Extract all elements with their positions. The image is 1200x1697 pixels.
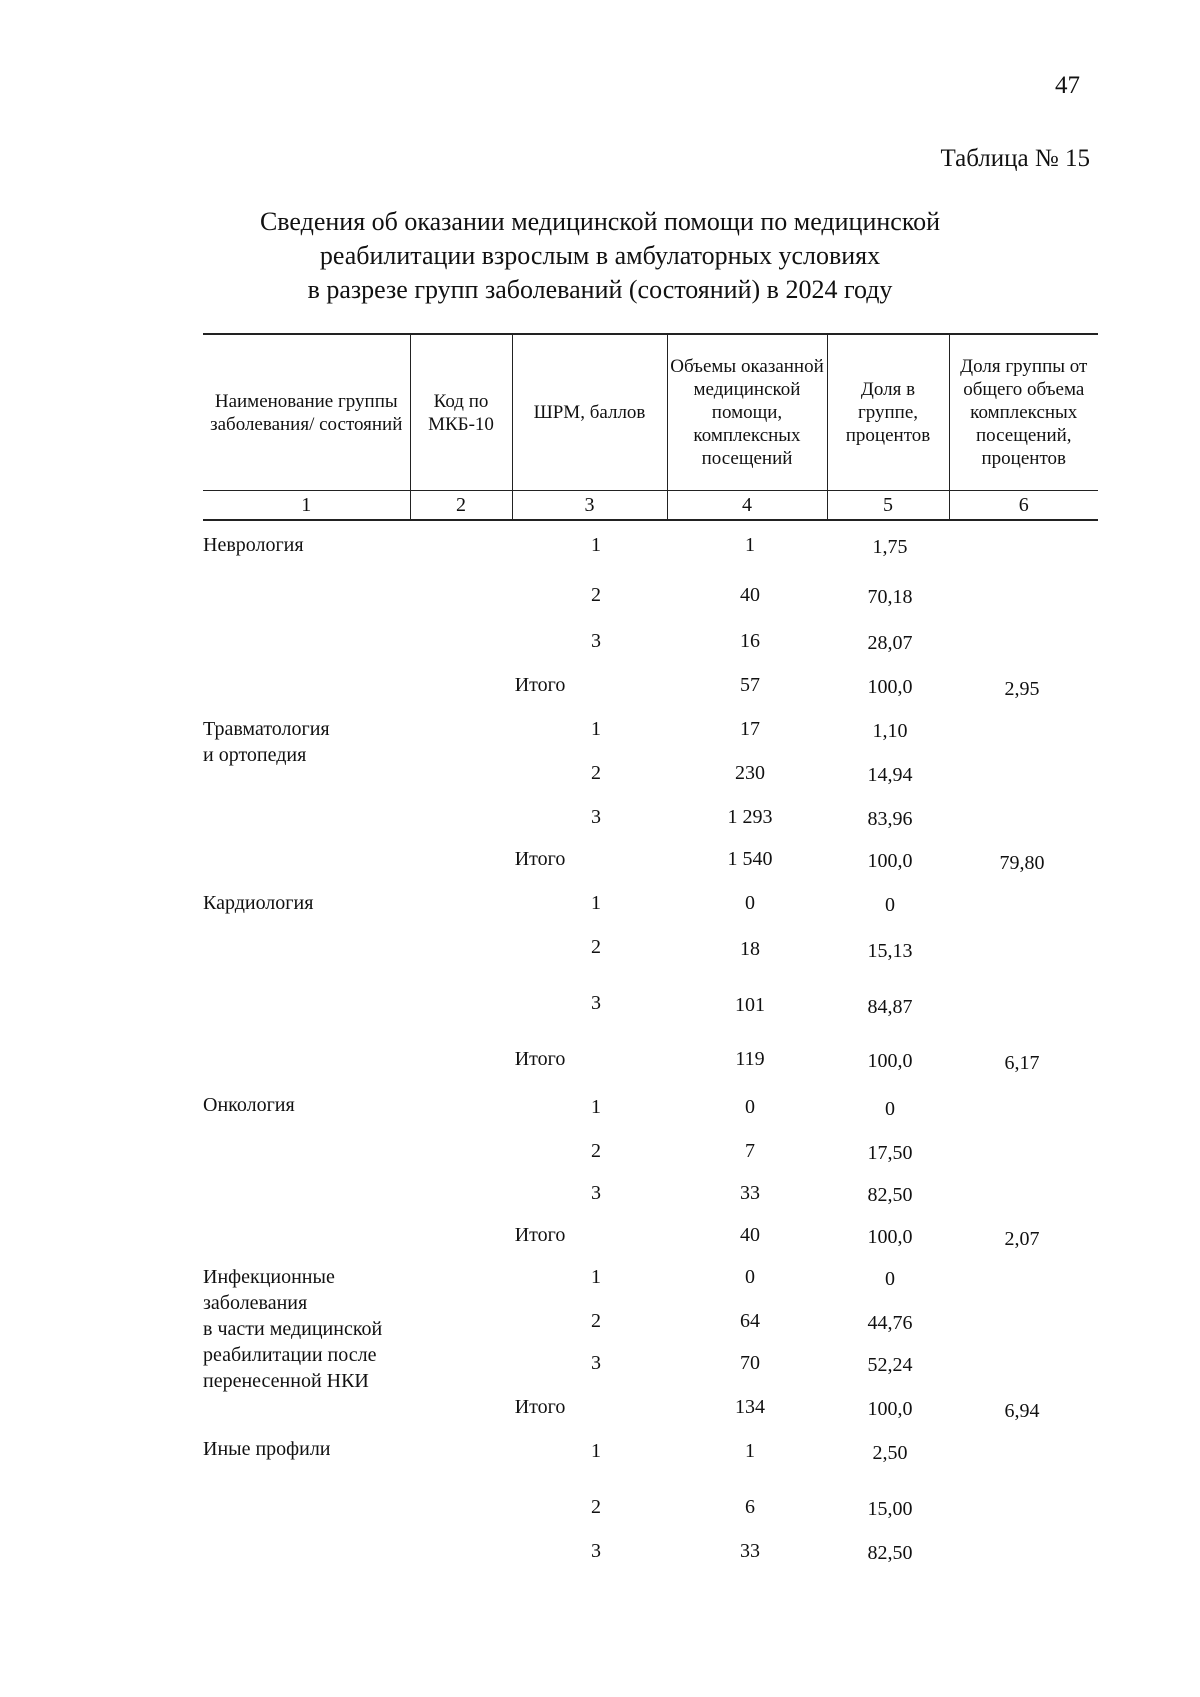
rehab-score: 3 [591, 1352, 601, 1374]
share: 17,50 [867, 1142, 913, 1164]
volume: 7 [745, 1140, 755, 1162]
title-line: реабилитации взрослым в амбулаторных условиях [319, 241, 881, 270]
group-name [203, 1264, 418, 1394]
total-label: Итого [514, 1224, 566, 1246]
rehab-score: 2 [591, 762, 601, 784]
group-share: 6,17 [1004, 1052, 1040, 1074]
total-share: 100,0 [867, 850, 913, 872]
rehab-score: 2 [591, 936, 601, 958]
column-number: 5 [827, 491, 949, 521]
title-line: Сведения об оказании медицинской помощи по медицинской [259, 207, 941, 236]
volume: 33 [740, 1182, 760, 1204]
group-name-line: Онкология [203, 1094, 295, 1116]
share: 44,76 [867, 1312, 913, 1334]
total-label: Итого [514, 848, 566, 870]
total-volume: 119 [735, 1048, 765, 1070]
share: 83,96 [867, 808, 913, 830]
header-group-name: Наименование группы заболевания/ состояний [203, 334, 410, 491]
share: 1,75 [872, 536, 908, 558]
share: 82,50 [867, 1184, 913, 1206]
volume: 0 [745, 1096, 755, 1118]
share: 15,13 [867, 940, 913, 962]
share: 0 [885, 1268, 895, 1290]
rehab-score: 1 [591, 718, 601, 740]
header-group-share: Доля группы от общего объема комплексных посещений, процентов [949, 334, 1098, 491]
header-share-in-group: Доля в группе, процентов [827, 334, 949, 491]
total-share: 100,0 [867, 1226, 913, 1248]
volume: 17 [740, 718, 760, 740]
table-header [203, 333, 1098, 521]
total-volume: 57 [740, 674, 760, 696]
group-name-line: Неврология [203, 534, 304, 556]
group-share: 6,94 [1004, 1400, 1040, 1422]
total-share: 100,0 [867, 1050, 913, 1072]
rehab-score: 1 [591, 1440, 601, 1462]
volume: 1 [745, 1440, 755, 1462]
table-label: Таблица № 15 [940, 145, 1090, 172]
total-share: 100,0 [867, 1398, 913, 1420]
share: 82,50 [867, 1542, 913, 1564]
share: 2,50 [872, 1442, 908, 1464]
group-share: 2,07 [1004, 1228, 1040, 1250]
column-number: 1 [203, 491, 410, 521]
group-name-line: реабилитации после [203, 1344, 377, 1366]
volume: 1 [745, 534, 755, 556]
group-name [203, 532, 418, 558]
header-rehab-score: ШРМ, баллов [512, 334, 667, 491]
document-title [150, 205, 1050, 307]
page-number: 47 [1055, 72, 1080, 99]
volume: 0 [745, 892, 755, 914]
rehab-score: 1 [591, 1096, 601, 1118]
share: 84,87 [867, 996, 913, 1018]
rehab-score: 1 [591, 1266, 601, 1288]
share: 0 [885, 1098, 895, 1120]
total-volume: 1 540 [727, 848, 773, 870]
header-volume: Объемы оказанной медицинской помощи, комплексных посещений [667, 334, 827, 491]
group-name-line: Иные профили [203, 1438, 331, 1460]
rehab-score: 3 [591, 806, 601, 828]
volume: 6 [745, 1496, 755, 1518]
share: 70,18 [867, 586, 913, 608]
rehab-score: 1 [591, 534, 601, 556]
header-icd-code: Код по МКБ-10 [410, 334, 512, 491]
volume: 230 [735, 762, 765, 784]
total-volume: 134 [735, 1396, 765, 1418]
group-name-line: Кардиология [203, 892, 314, 914]
group-name [203, 890, 418, 916]
rehab-score: 2 [591, 1496, 601, 1518]
volume: 33 [740, 1540, 760, 1562]
rehab-score: 2 [591, 1140, 601, 1162]
share: 0 [885, 894, 895, 916]
total-label: Итого [514, 674, 566, 696]
column-number: 3 [512, 491, 667, 521]
rehab-score: 3 [591, 1182, 601, 1204]
group-name-line: Травматология [203, 718, 330, 740]
group-share: 2,95 [1004, 678, 1040, 700]
volume: 0 [745, 1266, 755, 1288]
total-label: Итого [514, 1396, 566, 1418]
share: 15,00 [867, 1498, 913, 1520]
group-share: 79,80 [999, 852, 1045, 874]
total-share: 100,0 [867, 676, 913, 698]
share: 52,24 [867, 1354, 913, 1376]
volume: 64 [740, 1310, 760, 1332]
column-number: 6 [949, 491, 1098, 521]
group-name [203, 716, 418, 768]
volume: 101 [735, 994, 765, 1016]
group-name-line: Инфекционные [203, 1266, 335, 1288]
volume: 1 293 [727, 806, 773, 828]
share: 14,94 [867, 764, 913, 786]
rehab-score: 2 [591, 584, 601, 606]
total-volume: 40 [740, 1224, 760, 1246]
share: 1,10 [872, 720, 908, 742]
title-line: в разрезе групп заболеваний (состояний) в 2024 году [307, 275, 893, 304]
column-number: 2 [410, 491, 512, 521]
rehab-score: 2 [591, 1310, 601, 1332]
group-name-line: заболевания [203, 1292, 308, 1314]
rehab-score: 3 [591, 992, 601, 1014]
rehab-score: 3 [591, 1540, 601, 1562]
volume: 16 [740, 630, 760, 652]
volume: 70 [740, 1352, 760, 1374]
group-name-line: в части медицинской [203, 1318, 383, 1340]
column-number: 4 [667, 491, 827, 521]
group-name [203, 1436, 418, 1462]
total-label: Итого [514, 1048, 566, 1070]
rehab-score: 3 [591, 630, 601, 652]
volume: 18 [740, 938, 760, 960]
group-name-line: перенесенной НКИ [203, 1370, 369, 1392]
group-name-line: и ортопедия [203, 744, 307, 766]
group-name [203, 1092, 418, 1118]
share: 28,07 [867, 632, 913, 654]
rehab-score: 1 [591, 892, 601, 914]
volume: 40 [740, 584, 760, 606]
